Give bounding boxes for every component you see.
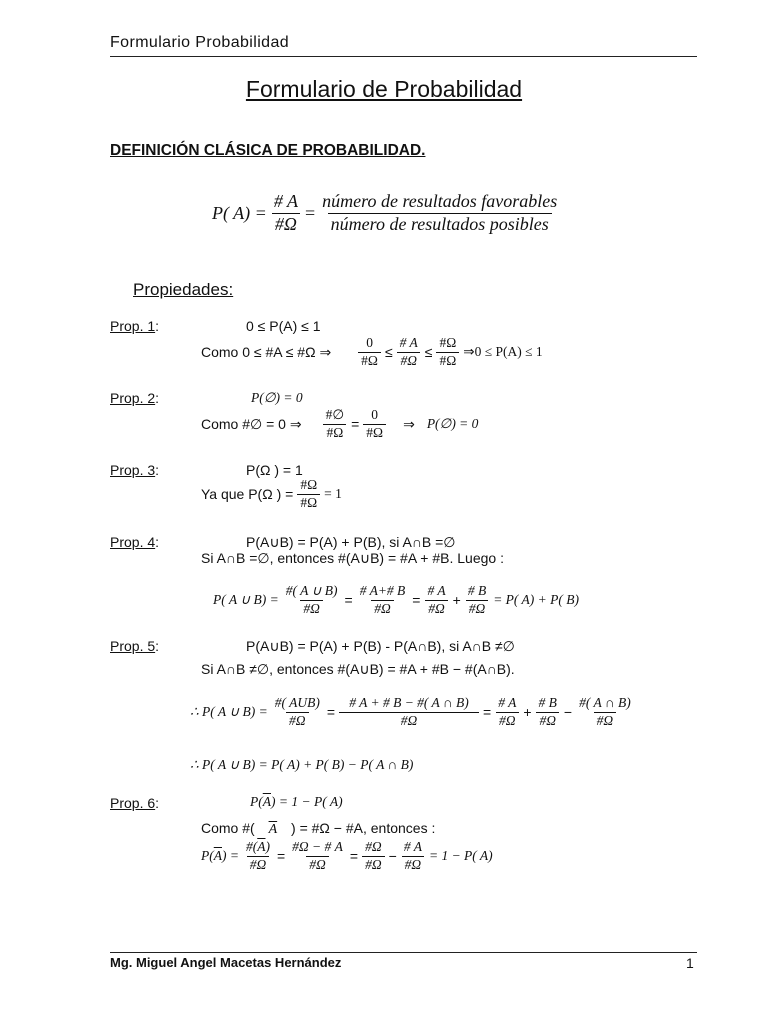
prop5-label: Prop. 5 xyxy=(110,638,156,654)
prop4-line2: Si A∩B =∅, entonces #(A∪B) = #A + #B. Luego : xyxy=(201,550,504,566)
prop5-frac-2-den: #Ω xyxy=(339,712,479,729)
prop1-derivation xyxy=(201,336,543,369)
prop1-tail: ⇒0 ≤ P(A) ≤ 1 xyxy=(463,344,543,360)
running-header: Formulario Probabilidad xyxy=(110,34,290,51)
prop5-frac-5 xyxy=(576,696,634,729)
prop6-stmt-complement: $\overline{A}$ xyxy=(262,794,271,809)
prop6-eq-2: = xyxy=(349,848,359,865)
footer-rule xyxy=(110,952,697,953)
prop6-frac-1-num-pre: #( xyxy=(245,839,258,854)
prop2-frac-1 xyxy=(323,408,348,441)
prop3-frac-1-num: #Ω xyxy=(300,477,318,492)
prop4-eq-2: = xyxy=(412,592,421,609)
prop3-line2: Ya que P(Ω ) = xyxy=(201,486,294,503)
prop6-lhs-pre: P( xyxy=(201,848,214,864)
prop6-derivation xyxy=(201,840,493,873)
prop6-lhs xyxy=(201,848,239,864)
prop4-frac-4 xyxy=(465,584,489,617)
prop5-frac-4-num: # B xyxy=(538,695,557,710)
prop1-frac-1-den: #Ω xyxy=(358,352,381,369)
prop6-frac-2-den: #Ω xyxy=(306,856,329,873)
prop2-frac-2-den: #Ω xyxy=(363,424,386,441)
prop2-line2: Como #∅ = 0 ⇒ xyxy=(201,415,302,432)
main-frac-2-num: número de resultados favorables xyxy=(322,191,558,211)
prop2-frac-2-num: 0 xyxy=(371,407,379,422)
prop5-frac-3-den: #Ω xyxy=(496,712,519,729)
prop1-label-wrap xyxy=(110,318,159,336)
prop1-le-2: ≤ xyxy=(424,344,433,361)
prop6-lhs-post: ) = xyxy=(222,848,239,864)
prop2-colon: : xyxy=(155,390,160,406)
prop6-frac-1 xyxy=(243,840,273,873)
prop1-frac-2-den: #Ω xyxy=(397,352,420,369)
prop2-statement: P(∅) = 0 xyxy=(251,390,303,405)
prop4-tail: = P( A) + P( B) xyxy=(493,592,580,608)
prop3-frac-1-den: #Ω xyxy=(297,494,320,511)
prop5-eq-1: = xyxy=(326,704,336,721)
prop1-frac-3 xyxy=(436,336,459,369)
prop5-eq-2: = xyxy=(483,704,492,721)
prop6-eq-1: = xyxy=(276,848,286,865)
prop2-derivation xyxy=(201,408,478,441)
prop1-frac-2 xyxy=(397,336,421,369)
prop5-statement: P(A∪B) = P(A) + P(B) - P(A∩B), si A∩B ≠∅ xyxy=(246,638,515,654)
prop4-frac-2 xyxy=(357,584,409,617)
main-frac-1-num: # A xyxy=(273,191,298,211)
prop3-label-wrap xyxy=(110,462,159,480)
prop5-frac-4-den: #Ω xyxy=(536,712,559,729)
prop5-line2: Si A∩B ≠∅, entonces #(A∪B) = #A + #B − #(A∩B). xyxy=(201,661,515,677)
prop6-frac-3 xyxy=(362,840,385,873)
prop6-frac-3-den: #Ω xyxy=(362,856,385,873)
prop6-frac-4 xyxy=(401,840,425,873)
prop6-frac-2 xyxy=(289,840,346,873)
prop4-derivation xyxy=(213,584,579,617)
page-number: 1 xyxy=(686,955,694,971)
prop6-frac-1-num-complement: $\overline{A}$ xyxy=(257,839,266,854)
prop3-tail: = 1 xyxy=(324,486,342,502)
prop1-frac-1-num: 0 xyxy=(366,335,373,350)
prop4-frac-1 xyxy=(283,584,341,617)
prop4-statement: P(A∪B) = P(A) + P(B), si A∩B =∅ xyxy=(246,534,456,550)
prop5-label-wrap xyxy=(110,638,159,656)
prop6-lhs-complement: $\overline{A}$ xyxy=(213,848,222,864)
prop1-le-1: ≤ xyxy=(384,344,393,361)
prop5-result: ∴ P( A ∪ B) = P( A) + P( B) − P( A ∩ B) xyxy=(190,757,414,772)
prop6-tail: = 1 − P( A) xyxy=(428,848,493,864)
prop2-label-wrap xyxy=(110,390,159,408)
prop4-frac-2-den: #Ω xyxy=(371,600,394,617)
prop5-frac-1-num: #( AUB) xyxy=(274,695,320,710)
prop6-frac-4-num: # A xyxy=(403,839,422,854)
prop5-frac-3 xyxy=(495,696,519,729)
prop6-statement xyxy=(250,794,343,810)
prop6-label-wrap xyxy=(110,795,159,813)
prop4-frac-1-den: #Ω xyxy=(300,600,323,617)
prop2-frac-1-den: #Ω xyxy=(323,424,346,441)
prop1-frac-1 xyxy=(358,336,381,369)
prop1-frac-3-den: #Ω xyxy=(436,352,459,369)
prop6-line2-complement: $\overline{A}$ xyxy=(268,822,278,837)
main-frac-2-den: número de resultados posibles xyxy=(328,213,552,235)
main-lhs: P( A) = xyxy=(212,202,267,223)
prop3-colon: : xyxy=(155,462,160,478)
prop1-frac-2-num: # A xyxy=(399,335,418,350)
prop3-statement: P(Ω ) = 1 xyxy=(246,462,303,478)
properties-heading: Propiedades: xyxy=(133,280,234,299)
main-eq: = xyxy=(304,202,316,223)
prop1-frac-3-num: #Ω xyxy=(439,335,457,350)
prop6-frac-1-num-post: ) xyxy=(265,839,270,854)
prop4-frac-1-num: #( A ∪ B) xyxy=(285,583,338,598)
prop5-frac-5-den: #Ω xyxy=(594,712,617,729)
prop6-label: Prop. 6 xyxy=(110,795,156,811)
prop2-arrow: ⇒ xyxy=(403,415,415,432)
prop4-frac-3-den: #Ω xyxy=(425,600,448,617)
header-rule xyxy=(110,56,697,57)
prop3-frac-1 xyxy=(297,478,320,511)
prop2-eq: = xyxy=(351,416,360,433)
page-title: Formulario de Probabilidad xyxy=(245,76,523,102)
prop1-statement: 0 ≤ P(A) ≤ 1 xyxy=(246,318,321,334)
prop4-frac-3 xyxy=(424,584,448,617)
prop4-colon: : xyxy=(155,534,160,550)
prop4-label: Prop. 4 xyxy=(110,534,156,550)
prop2-frac-2 xyxy=(363,408,386,441)
prop5-frac-2-num: # A + # B − #( A ∩ B) xyxy=(349,695,469,710)
prop5-frac-1 xyxy=(272,696,323,729)
prop6-minus: − xyxy=(388,848,397,865)
main-frac-2 xyxy=(319,192,560,235)
prop5-frac-4 xyxy=(536,696,560,729)
footer-author: Mg. Miguel Angel Macetas Hernández xyxy=(110,955,342,970)
prop6-colon: : xyxy=(155,795,160,811)
main-frac-1 xyxy=(271,192,301,235)
prop5-frac-1-den: #Ω xyxy=(286,712,309,729)
prop6-line2-post: ) = #Ω − #A, entonces : xyxy=(291,820,436,836)
prop4-lhs: P( A ∪ B) = xyxy=(213,592,279,608)
prop4-label-wrap xyxy=(110,534,159,552)
prop3-label: Prop. 3 xyxy=(110,462,156,478)
prop2-label: Prop. 2 xyxy=(110,390,156,406)
prop5-frac-2 xyxy=(339,696,479,729)
prop4-frac-4-den: #Ω xyxy=(466,600,489,617)
prop3-derivation xyxy=(201,478,342,511)
prop6-frac-2-num: #Ω − # A xyxy=(292,839,343,854)
prop5-derivation xyxy=(190,696,635,729)
prop4-plus: + xyxy=(452,592,461,609)
prop2-tail: P(∅) = 0 xyxy=(426,416,479,432)
prop2-frac-1-num: #∅ xyxy=(325,407,345,422)
prop5-plus: + xyxy=(523,704,532,721)
prop5-frac-3-num: # A xyxy=(498,695,517,710)
prop6-line2-pre: Como #( xyxy=(201,820,255,836)
prop4-frac-3-num: # A xyxy=(427,583,446,598)
prop4-eq-1: = xyxy=(344,592,353,609)
prop5-colon: : xyxy=(155,638,160,654)
main-frac-1-den: #Ω xyxy=(272,213,300,235)
prop4-frac-4-num: # B xyxy=(467,583,487,598)
prop5-frac-5-num: #( A ∩ B) xyxy=(579,695,631,710)
prop6-frac-3-num: #Ω xyxy=(365,839,382,854)
prop6-frac-1-den: #Ω xyxy=(247,856,270,873)
prop6-frac-4-den: #Ω xyxy=(402,856,425,873)
prop1-label: Prop. 1 xyxy=(110,318,156,334)
prop5-lhs: ∴ P( A ∪ B) = xyxy=(190,704,268,720)
prop4-frac-2-num: # A+# B xyxy=(359,583,406,598)
prop1-colon: : xyxy=(155,318,160,334)
prop6-stmt-pre: P( xyxy=(250,794,263,809)
main-formula xyxy=(212,192,561,235)
prop6-stmt-post: ) = 1 − P( A) xyxy=(271,794,343,809)
prop1-line2: Como 0 ≤ #A ≤ #Ω ⇒ xyxy=(201,343,332,360)
section-heading: DEFINICIÓN CLÁSICA DE PROBABILIDAD. xyxy=(110,142,426,159)
prop6-line2 xyxy=(201,820,435,838)
prop5-minus: − xyxy=(563,704,573,721)
